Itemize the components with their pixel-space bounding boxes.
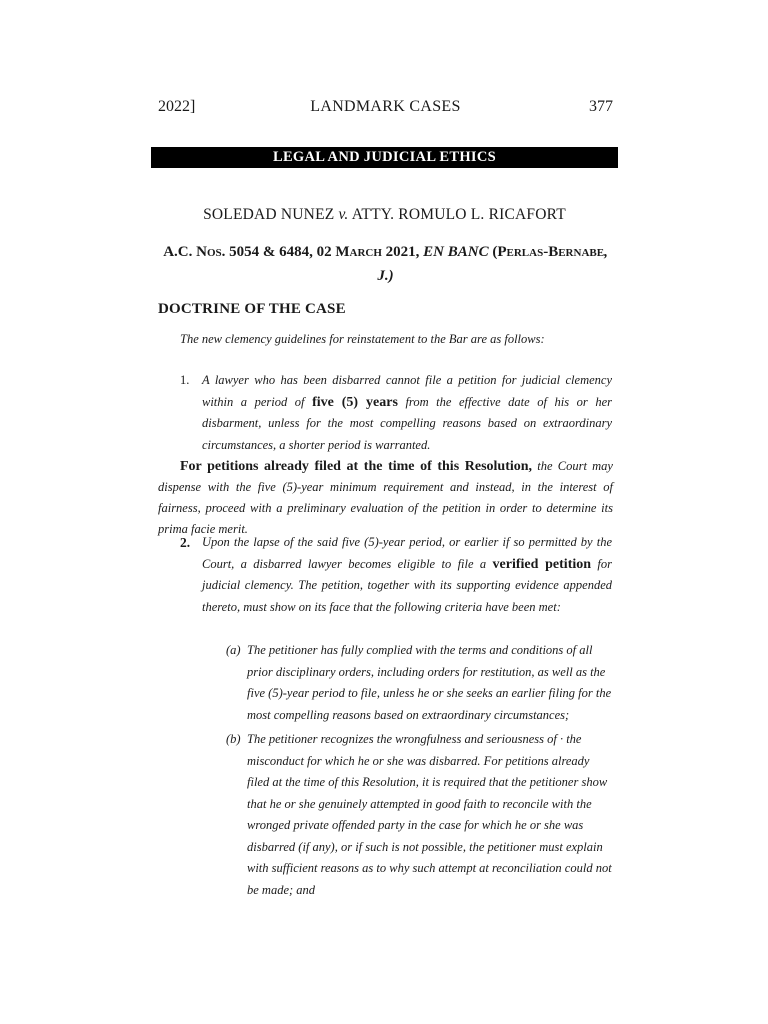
list-item-text-before: A lawyer who has been disbarred cannot file a petition for judicial clemency within a period of	[202, 373, 612, 409]
body-paragraph	[158, 456, 613, 540]
sub-item-text: The petitioner recognizes the wrongfulness and seriousness of · the misconduct for which he or she was disbarred. For petitions already filed at the time of this Resolution, it is required that the petitioner show that he or she genuinely attempted in good faith to reconcile with the wronged private offended party in the case for which he or she was disbarred (if any), or if such is not possible, the petitioner must explain with sufficient reasons as to why such attempt at reconciliation could not be made; and	[247, 732, 612, 897]
citation-paren: (P	[488, 244, 507, 260]
running-head-title: LANDMARK CASES	[310, 98, 461, 115]
citation-prefix-sc: os	[206, 244, 222, 260]
list-item-bold: five (5) years	[312, 394, 398, 410]
paragraph-text: the Court may dispense with the five (5)-year minimum requirement and instead, in the interest of fairness, proceed with a preliminary evaluation of the petition in order to determine its prima facie merit.	[158, 459, 613, 536]
citation-ponente-1: erlas	[506, 244, 544, 260]
list-item-number: 2.	[180, 535, 191, 550]
running-head	[158, 98, 613, 120]
sub-item-text: The petitioner has fully complied with the terms and conditions of all prior disciplinary orders, including orders for restitution, as well as the five (5)-year period to file, unless he or she seeks an earlier filing for the most compelling reasons based on extraordinary circumstances;	[247, 643, 612, 722]
case-versus: v.	[338, 206, 349, 223]
list-item-number: 1.	[180, 373, 190, 387]
list-item-text-after: for judicial clemency. The petition, together with its supporting evidence appended thereto, must show on its face that the following criteria have been met:	[202, 556, 613, 614]
citation-ponente-2: ernabe	[558, 244, 605, 260]
list-item	[180, 532, 612, 618]
sub-item	[226, 729, 612, 901]
citation-month-sc: arch	[349, 244, 382, 260]
page-number: 377	[589, 98, 613, 115]
sub-item-label: (b)	[226, 732, 241, 746]
case-party-1: SOLEDAD NUNEZ	[203, 206, 335, 223]
citation-dash: -B	[543, 244, 559, 260]
sub-item-label: (a)	[226, 643, 241, 657]
citation-tail: , J.)	[377, 244, 608, 284]
doctrine-heading: DOCTRINE OF THE CASE	[158, 301, 346, 317]
case-party-2: ATTY. ROMULO L. RICAFORT	[351, 206, 566, 223]
case-title	[151, 206, 618, 224]
list-item-text	[202, 532, 612, 618]
section-band: LEGAL AND JUDICIAL ETHICS	[151, 147, 618, 168]
citation-numbers: . 5054 & 6484, 02 M	[221, 244, 350, 260]
citation-year: 2021,	[381, 244, 424, 260]
sub-item	[226, 640, 612, 726]
case-citation	[158, 240, 613, 288]
running-head-year: 2022]	[158, 98, 196, 115]
list-item	[180, 370, 612, 456]
paragraph-bold-lead: For petitions already filed at the time of this Resolution,	[180, 459, 533, 474]
citation-prefix: A.C. N	[163, 244, 207, 260]
intro-text: The new clemency guidelines for reinstatement to the Bar are as follows:	[180, 332, 545, 346]
citation-court: EN BANC	[423, 244, 489, 260]
list-item-bold: verified petition	[492, 556, 592, 572]
list-item-text	[202, 370, 612, 456]
list-item-text-after: from the effective date of his or her disbarment, unless for the most compelling reasons based on extraordinary circumstances, a shorter period is warranted.	[202, 394, 612, 452]
list-item-text-before: Upon the lapse of the said five (5)-year period, or earlier if so permitted by the Court, a disbarred lawyer becomes eligible to file a	[202, 535, 612, 571]
